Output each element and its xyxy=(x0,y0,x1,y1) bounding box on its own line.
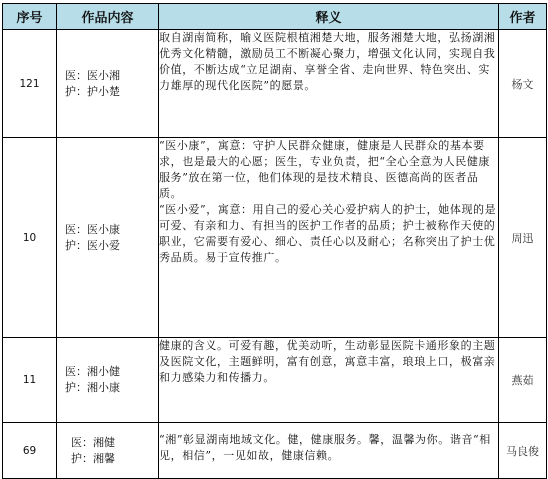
explanation-paragraph: 健康的含义。可爱有趣，优美动听，生动彰显医院卡通形象的主题及医院文化，主题鲜明，富有创意，寓意丰富，琅琅上口，极富亲和力感染力和传播力。 xyxy=(159,339,496,384)
table-row xyxy=(3,423,547,479)
author-cell[interactable]: 杨文 xyxy=(499,30,547,138)
nurse-name-line: 护：湘馨 xyxy=(71,451,115,465)
doctor-name-line: 医：医小湘 xyxy=(65,68,120,82)
work-content-cell[interactable] xyxy=(57,423,159,479)
table-row xyxy=(3,338,547,423)
entry-number-cell[interactable]: 121 xyxy=(3,30,57,138)
work-content-cell[interactable] xyxy=(57,30,159,138)
work-content-cell[interactable] xyxy=(57,138,159,338)
explanation-paragraph: “湘”彰显湖南地域文化。健，健康服务。馨，温馨为你。谐音“相见，相信”，一见如故，健康信赖。 xyxy=(159,433,491,462)
explanation-paragraph: “医小康”，寓意：守护人民群众健康，健康是人民群众的基本要求，也是最大的心愿；医生，专业负责，把“全心全意为人民健康服务”放在第一位，他们体现的是技术精良、医德高尚的医者品质。 xyxy=(159,139,491,200)
author-cell[interactable]: 马良俊 xyxy=(499,423,547,479)
table-row xyxy=(3,138,547,338)
doctor-name-line: 医：医小康 xyxy=(65,222,120,236)
entry-number-cell[interactable]: 69 xyxy=(3,423,57,479)
entries-table xyxy=(2,3,547,479)
entry-number-cell[interactable]: 11 xyxy=(3,338,57,423)
header-row xyxy=(3,4,547,30)
doctor-name-line: 医：湘健 xyxy=(71,435,115,449)
entry-number-cell[interactable]: 10 xyxy=(3,138,57,338)
explanation-paragraph: 取自湖南简称，喻义医院根植湘楚大地，服务湘楚大地，弘扬湖湘优秀文化精髓，激励员工不断凝心聚力，增强文化认同，实现自我价值，不断达成“立足湖南、享誉全省、走向世界、特色突出、实力雄厚的现代化医院”的愿景。 xyxy=(159,31,496,92)
nurse-name-line: 护：医小爱 xyxy=(65,238,120,252)
nurse-name-line: 护：护小楚 xyxy=(65,84,120,98)
doctor-name-line: 医：湘小健 xyxy=(65,365,120,378)
header-work-content[interactable]: 作品内容 xyxy=(57,4,159,30)
header-number[interactable]: 序号 xyxy=(3,4,57,30)
header-explanation[interactable]: 释义 xyxy=(159,4,499,30)
work-content-cell[interactable] xyxy=(57,338,159,423)
explanation-cell[interactable] xyxy=(159,423,499,479)
explanation-cell[interactable] xyxy=(159,138,499,338)
explanation-paragraph: “医小爱”，寓意：用自己的爱心关心爱护病人的护士，她体现的是可爱、有亲和力、有担当的医护工作者的品质；护士被称作天使的职业，它需要有爱心、细心、责任心以及耐心；名称突出了护士优秀品质。易于宣传推广。 xyxy=(159,203,497,264)
table-row xyxy=(3,30,547,138)
nurse-name-line: 护：湘小康 xyxy=(65,381,120,394)
explanation-cell[interactable] xyxy=(159,30,499,138)
author-cell[interactable]: 周迅 xyxy=(499,138,547,338)
author-cell[interactable]: 燕茹 xyxy=(499,338,547,423)
explanation-cell[interactable] xyxy=(159,338,499,423)
header-author[interactable]: 作者 xyxy=(499,4,547,30)
